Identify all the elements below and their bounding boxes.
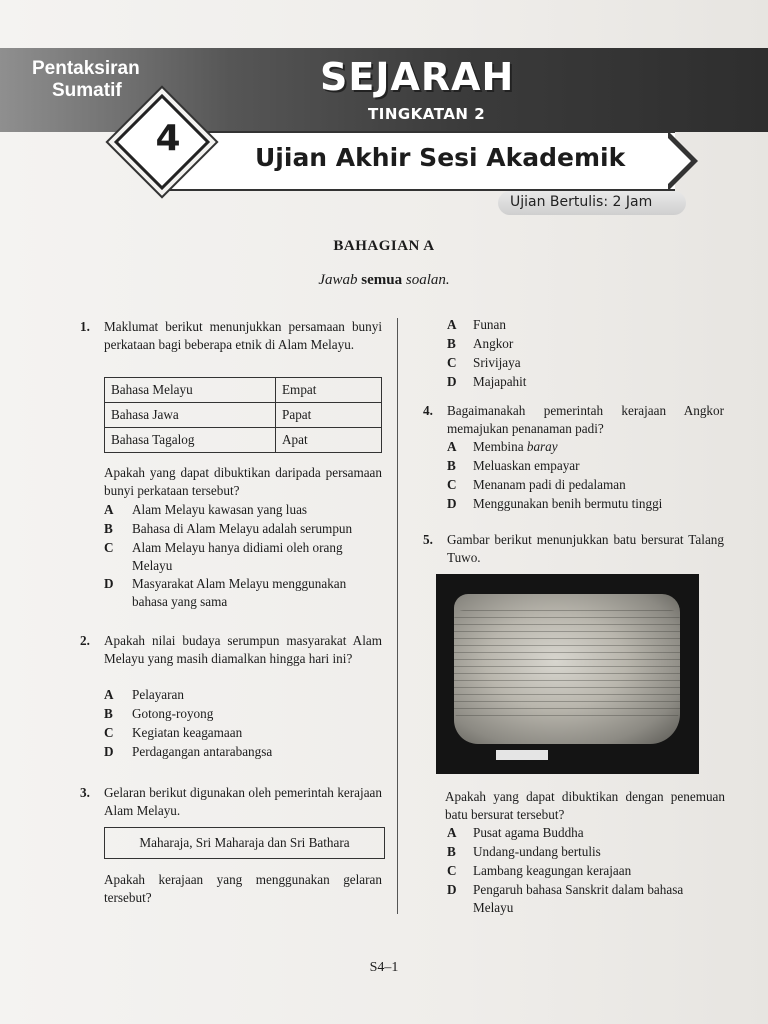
series-line-2: Sumatif [52, 80, 122, 101]
option-text: Pelayaran [132, 687, 184, 702]
q3-question: Apakah kerajaan yang menggunakan gelaran tersebut? [104, 872, 382, 905]
q2-number: 2. [80, 633, 90, 648]
option-text: Bahasa di Alam Melayu adalah serumpun [132, 521, 353, 536]
q1-table [104, 377, 382, 453]
q1-stem: Maklumat berikut menunjukkan persamaan bunyi perkataan bagi beberapa etnik di Alam Melayu. [104, 319, 382, 352]
q3-title-box: Maharaja, Sri Maharaja dan Sri Bathara [104, 827, 385, 859]
option-text: Pusat agama Buddha [473, 825, 584, 840]
q3-number: 3. [80, 785, 90, 800]
exam-title: Ujian Akhir Sesi Akademik [255, 143, 626, 172]
option-letter: C [447, 863, 457, 878]
q1-number: 1. [80, 319, 90, 334]
table-cell: Empat [276, 378, 382, 403]
option-text: Menanam padi di pedalaman [473, 477, 626, 492]
option-text: Funan [473, 317, 506, 332]
option-text: Meluaskan empayar [473, 458, 580, 473]
option-letter: C [447, 355, 457, 370]
table-row [105, 428, 382, 453]
table-cell: Bahasa Jawa [105, 403, 276, 428]
option-text: Gotong-royong [132, 706, 214, 721]
q1-question: Apakah yang dapat dibuktikan daripada persamaan bunyi perkataan tersebut? [104, 465, 382, 498]
option-text [473, 438, 558, 456]
option-letter: D [447, 882, 457, 897]
option-letter: A [447, 439, 457, 454]
q5-question: Apakah yang dapat dibuktikan dengan penemuan batu bersurat tersebut? [445, 789, 725, 822]
column-divider [397, 318, 398, 914]
instr-part-1: Jawab [318, 272, 362, 288]
table-row [105, 403, 382, 428]
option-letter: B [104, 706, 113, 721]
option-letter: B [104, 521, 113, 536]
q5-number: 5. [423, 532, 433, 547]
option-letter: D [447, 496, 457, 511]
option-letter: A [447, 317, 457, 332]
option-text: Alam Melayu kawasan yang luas [132, 502, 308, 517]
option-letter: C [104, 725, 114, 740]
option-letter: A [104, 687, 114, 702]
option-text: Pengaruh bahasa Sanskrit dalam bahasa Melayu [473, 882, 684, 915]
subject-title: SEJARAH [320, 55, 515, 99]
q4-number: 4. [423, 403, 433, 418]
option-text: Kegiatan keagamaan [132, 725, 243, 740]
option-text-italic: baray [526, 439, 558, 454]
q3-stem: Gelaran berikut digunakan oleh pemerintah kerajaan Alam Melayu. [104, 785, 382, 818]
level-label: TINGKATAN 2 [368, 105, 486, 123]
q2-stem: Apakah nilai budaya serumpun masyarakat Alam Melayu yang masih diamalkan hingga hari ini? [104, 633, 382, 666]
q5-stem: Gambar berikut menunjukkan batu bersurat Talang Tuwo. [447, 532, 724, 565]
option-text: Srivijaya [473, 355, 521, 370]
duration-label: Ujian Bertulis: 2 Jam [510, 194, 653, 210]
option-letter: C [104, 540, 114, 555]
option-letter: C [447, 477, 457, 492]
banner-arrow-fill [665, 135, 691, 187]
option-text: Undang-undang bertulis [473, 844, 601, 859]
test-number: 4 [155, 118, 181, 159]
instr-part-3: soalan. [402, 272, 450, 288]
option-letter: D [104, 576, 114, 591]
option-letter: B [447, 336, 456, 351]
option-letter: B [447, 458, 456, 473]
option-letter: A [104, 502, 114, 517]
page-number: S4–1 [369, 960, 399, 975]
series-line-1: Pentaksiran [32, 58, 140, 79]
option-text: Majapahit [473, 374, 527, 389]
option-text: Perdagangan antarabangsa [132, 744, 273, 759]
table-cell: Apat [276, 428, 382, 453]
section-title: BAHAGIAN A [333, 238, 435, 254]
table-cell: Bahasa Tagalog [105, 428, 276, 453]
option-text: Lambang keagungan kerajaan [473, 863, 632, 878]
instr-part-2: semua [361, 272, 403, 288]
inscription-text-lines [454, 610, 680, 720]
table-cell: Papat [276, 403, 382, 428]
option-letter: A [447, 825, 457, 840]
display-plaque [496, 750, 548, 760]
section-instruction [0, 272, 768, 289]
option-text: Masyarakat Alam Melayu menggunakan bahasa yang sama [132, 576, 347, 609]
q4-stem: Bagaimanakah pemerintah kerajaan Angkor memajukan penanaman padi? [447, 403, 724, 436]
option-letter: B [447, 844, 456, 859]
option-text: Menggunakan benih bermutu tinggi [473, 496, 663, 511]
table-cell: Bahasa Melayu [105, 378, 276, 403]
option-letter: D [447, 374, 457, 389]
talang-tuwo-stone-photo [436, 574, 699, 774]
option-text-plain: Membina [473, 439, 527, 454]
table-row [105, 378, 382, 403]
option-text: Angkor [473, 336, 514, 351]
option-text: Alam Melayu hanya didiami oleh orang Melayu [132, 540, 343, 573]
option-letter: D [104, 744, 114, 759]
series-label [32, 58, 140, 102]
